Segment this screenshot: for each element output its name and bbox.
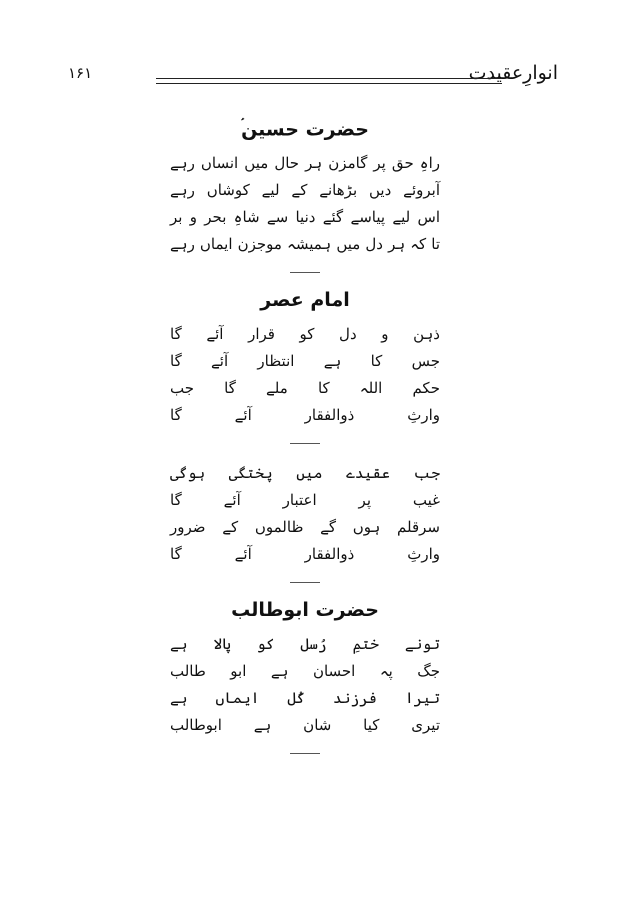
- verse-line: ذہن و دل کو قرار آئے گا: [170, 325, 440, 344]
- poem-content: [170, 118, 440, 770]
- verse-line: تا کہ ہر دل میں ہمیشہ موجزن ایماں رہے: [170, 235, 440, 254]
- verse-line: آبروئے دیں بڑھانے کے لیے کوشاں رہے: [170, 181, 440, 200]
- section-abu-talib: [170, 599, 440, 739]
- section-hussain: [170, 118, 440, 258]
- section-divider: [290, 272, 320, 273]
- verse-line: جب عقیدے میں پختگی ہوگی: [170, 464, 440, 483]
- verse-line: تیری کیا شان ہے ابوطالب: [170, 716, 440, 735]
- book-title: انوارِعقیدت: [468, 62, 558, 84]
- page-header: [60, 58, 558, 98]
- header-rule-top: [156, 78, 502, 79]
- verse-line: حکم اللہ کا ملے گا جب: [170, 379, 440, 398]
- section-imam-asr: [170, 289, 440, 429]
- header-rule-bottom: [156, 83, 502, 84]
- verse-line: غیب پر اعتبار آئے گا: [170, 491, 440, 510]
- verse-line: وارثِ ذوالفقار آئے گا: [170, 545, 440, 564]
- section-title-text: حضرت حسین: [241, 118, 369, 141]
- verse-line: تیرا فرزند کُل ایماں ہے: [170, 689, 440, 708]
- verse-line: سرقلم ہوں گے ظالموں کے ضرور: [170, 518, 440, 537]
- section-imam-asr-continued: [170, 460, 440, 568]
- verse-line: راہِ حق پر گامزن ہر حال میں انساں رہے: [170, 154, 440, 173]
- section-title: [170, 118, 440, 140]
- verse-line: اس لیے پیاسے گئے دنیا سے شاہِ بحر و بر: [170, 208, 440, 227]
- section-divider: [290, 753, 320, 754]
- section-title: حضرت ابوطالب: [231, 599, 379, 622]
- section-divider: [290, 443, 320, 444]
- verse-line: وارثِ ذوالفقار آئے گا: [170, 406, 440, 425]
- section-divider: [290, 582, 320, 583]
- verse-line: جس کا ہے انتظار آئے گا: [170, 352, 440, 371]
- page-number: ۱۶۱: [68, 64, 93, 82]
- section-title: امام عصر: [260, 289, 350, 312]
- verse-line: جگ پہ احسان ہے ابو طالب: [170, 662, 440, 681]
- verse-line: تونے ختمِ رُسل کو پالا ہے: [170, 635, 440, 654]
